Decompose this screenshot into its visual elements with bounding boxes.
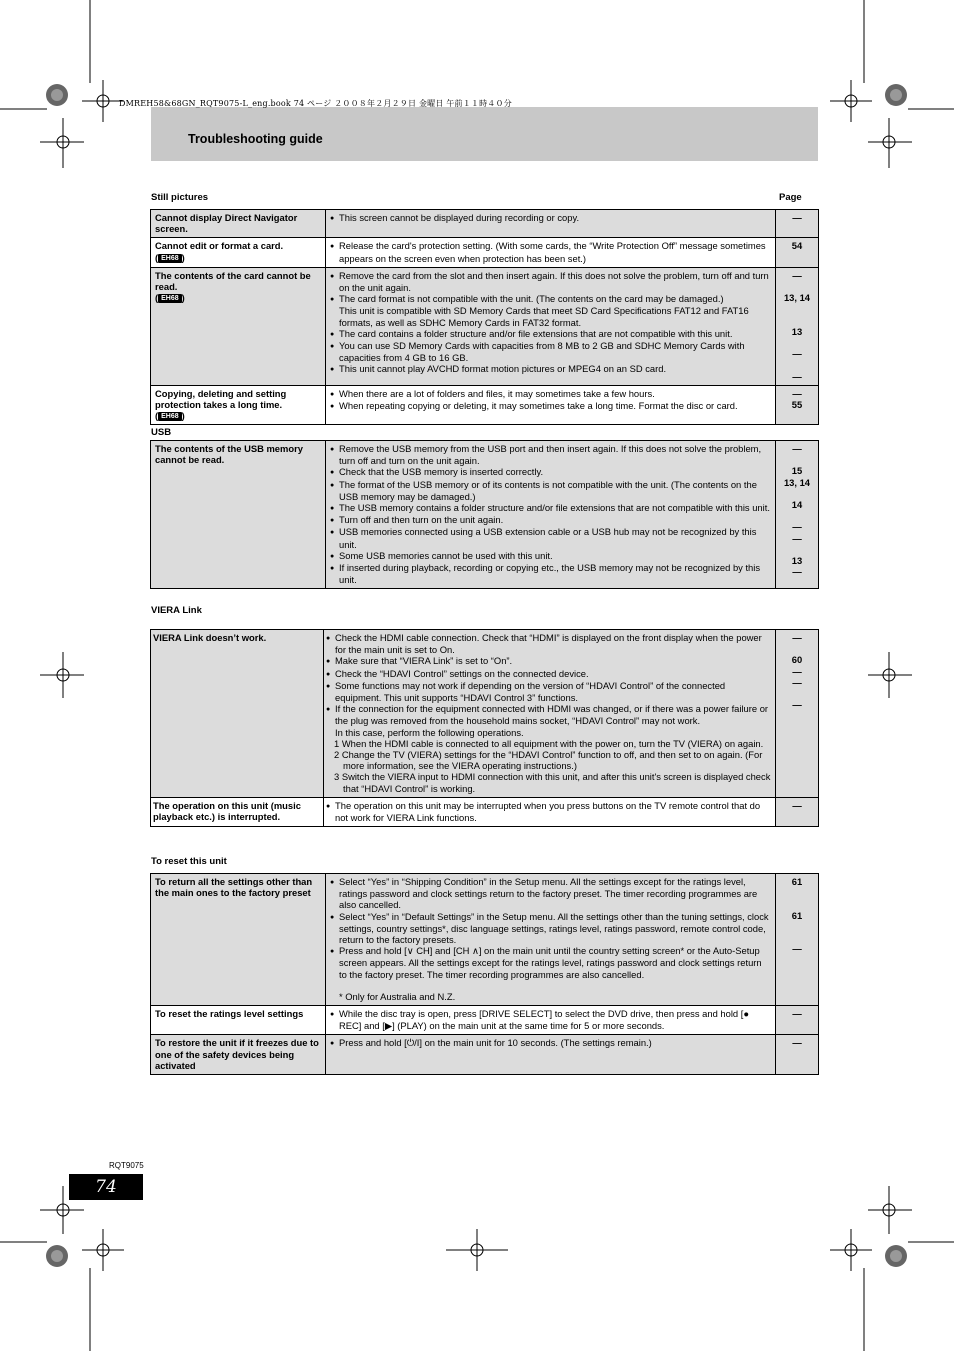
page-ref-cell: — (776, 210, 819, 238)
page-ref-cell: — 60 — — — (776, 630, 819, 798)
solution-cell: ● When there are a lot of folders and files, it may sometimes take a few hours. ● When repeating copying or deleting, it may sometimes take a long time. Format the disc or card. (326, 385, 776, 425)
table-row (151, 797, 819, 826)
problem-cell: The contents of the card cannot be read. ( EH68 ) (151, 267, 326, 385)
solution-cell: ● While the disc tray is open, press [DRIVE SELECT] to select the DVD drive, then press and hold [● REC] and [▶] (PLAY) on the main unit at the same time for 5 or more seconds. (326, 1006, 776, 1035)
viera-link-table (150, 629, 819, 827)
section-label-reset: To reset this unit (151, 856, 227, 867)
table-row (151, 874, 819, 1006)
solution-cell: ● Select “Yes” in “Shipping Condition” in the Setup menu. All the settings except for the ratings level, ratings password and clock settings return to the factory preset. The timer recording programmes are also cancelled. ● Select “Yes” in “Default Settings” in the Setup menu. All the settings other than the tuning settings, clock settings, country settings*, disc language settings, ratings level, ratings password, remote control code, return to the factory presets. ● Press and hold [∨ CH] and [CH ∧] on the main unit until the country setting screen* or the Auto-Setup screen appears. All the settings except for the ratings level, ratings password and clock settings return to the factory preset. The timer recording programmes are also cancelled. * Only for Australia and N.Z. (326, 874, 776, 1006)
problem-cell: Copying, deleting and setting protection takes a long time. ( EH68 ) (151, 385, 326, 425)
problem-cell: The contents of the USB memory cannot be read. (151, 441, 326, 589)
usb-table (150, 440, 819, 589)
solution-cell: ● Remove the card from the slot and then insert again. If this does not solve the problem, turn off and turn on the unit again. ● The card format is not compatible with the unit. (The contents on the card may be damaged.) This unit is compatible with SD Memory Cards that meet SD Card Specifications FAT12 and FAT16 formats, as well as SDHC Memory Cards in FAT32 format. ● The card contains a folder structure and/or file extensions that are not compatible with this unit. ● You can use SD Memory Cards with capacities from 8 MB to 2 GB and SDHC Memory Cards with capacities from 4 GB to 16 GB. ● This unit cannot play AVCHD format motion pictures or MPEG4 on an SD card. (326, 267, 776, 385)
eh68-badge: EH68 (158, 294, 182, 303)
page-ref-cell: — 55 (776, 385, 819, 425)
eh68-badge: EH68 (158, 254, 182, 263)
table-row (151, 385, 819, 425)
table-row (151, 1035, 819, 1075)
page-title: Troubleshooting guide (188, 132, 323, 146)
problem-cell: Cannot edit or format a card. ( EH68 ) (151, 238, 326, 267)
book-source-line: DMREH58&68GN_RQT9075-L_eng.book 74 ページ ２００８年２月２９日 金曜日 午前１１時４０分 (119, 99, 512, 108)
reset-table (150, 873, 819, 1075)
page-column-label: Page (779, 192, 802, 203)
problem-cell: VIERA Link doesn’t work. (151, 630, 324, 798)
page-ref-cell: — (776, 1035, 819, 1075)
table-row (151, 441, 819, 589)
page-ref-cell: 61 61 — (776, 874, 819, 1006)
page-ref-cell: — 13, 14 13 — — (776, 267, 819, 385)
solution-cell: ● This screen cannot be displayed during recording or copy. (326, 210, 776, 238)
section-label-still-pictures: Still pictures (151, 192, 209, 203)
table-row (151, 210, 819, 238)
page-ref-cell: 54 (776, 238, 819, 267)
table-row (151, 1006, 819, 1035)
solution-cell: ● Remove the USB memory from the USB port and then insert again. If this does not solve the problem, turn off and turn on the unit again. ● Check that the USB memory is inserted correctly. ● The format of the USB memory or of its contents is not compatible with the unit. (The contents on the USB memory may be damaged.) ● The USB memory contains a folder structure and/or file extensions that are not compatible with this unit. ● Turn off and then turn on the unit again. ● USB memories connected using a USB extension cable or a USB hub may not be recognized by this unit. ● Some USB memories cannot be used with this unit. ● If inserted during playback, recording or copying etc., the USB memory may not be recognized by this unit. (326, 441, 776, 589)
eh68-badge: EH68 (158, 412, 182, 421)
table-row (151, 267, 819, 385)
table-row (151, 630, 819, 798)
problem-cell: The operation on this unit (music playback etc.) is interrupted. (151, 797, 324, 826)
problem-cell: To restore the unit if it freezes due to one of the safety devices being activated (151, 1035, 326, 1075)
section-label-viera-link: VIERA Link (151, 605, 202, 616)
page-ref-cell: — (776, 1006, 819, 1035)
solution-cell: ● Check the HDMI cable connection. Check that “HDMI” is displayed on the front display when the power for the main unit is set to On. ● Make sure that “VIERA Link” is set to “On”. ● Check the “HDAVI Control” settings on the connected device. ● Some functions may not work if depending on the version of “HDAVI Control” of the connected equipment. This unit supports “HDAVI Control 3” functions. ● If the connection for the equipment connected with HDMI was changed, or if there was a power failure or the plug was removed from the household mains socket, “HDAVI Control” may not work. In this case, perform the following operations. 1 When the HDMI cable is connected to all equipment with the power on, turn the TV (VIERA) on again. 2 Change the TV (VIERA) settings for the “HDAVI Control” function to off, and then set to on again. (For more information, see the VIERA operating instructions.) 3 Switch the VIERA input to HDMI connection with this unit, and after this unit's screen is displayed check that “HDAVI Control” is working. (324, 630, 776, 798)
still-pictures-table (150, 209, 819, 425)
solution-cell: ● Release the card's protection setting. (With some cards, the “Write Protection Off” message sometimes appears on the screen even when protection has been set.) (326, 238, 776, 267)
page-ref-cell: — (776, 797, 819, 826)
model-code: RQT9075 (109, 1161, 144, 1170)
problem-cell: Cannot display Direct Navigator screen. (151, 210, 326, 238)
solution-cell: ● Press and hold [⏻/I] on the main unit for 10 seconds. (The settings remain.) (326, 1035, 776, 1075)
solution-cell: ● The operation on this unit may be interrupted when you press buttons on the TV remote control that do not work for VIERA Link functions. (324, 797, 776, 826)
problem-cell: To return all the settings other than the main ones to the factory preset (151, 874, 326, 1006)
table-row (151, 238, 819, 267)
page-ref-cell: — 15 13, 14 14 — — 13 — (776, 441, 819, 589)
section-label-usb: USB (151, 427, 172, 438)
problem-cell: To reset the ratings level settings (151, 1006, 326, 1035)
page-number: 74 (69, 1174, 143, 1200)
